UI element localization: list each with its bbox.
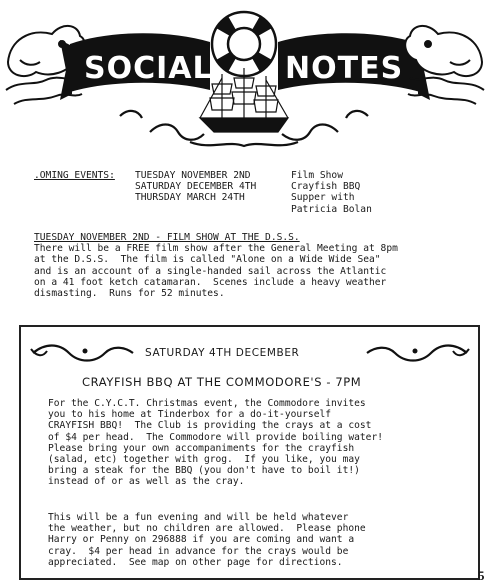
crayfish-line: cray. $4 per head in advance for the crays would be	[48, 545, 349, 557]
film-show-heading: TUESDAY NOVEMBER 2ND - FILM SHOW AT THE D.S.S.	[34, 232, 300, 243]
right-scroll-ornament-icon	[361, 341, 471, 365]
film-show-line: dismasting. Runs for 52 minutes.	[34, 288, 225, 300]
banner-word-social: SOCIAL	[84, 51, 213, 86]
crayfish-line: the weather, but no children are allowed. Please phone	[48, 523, 366, 535]
film-show-section	[34, 232, 398, 299]
crayfish-paragraph-2	[48, 512, 366, 568]
event-name: Film Show	[291, 170, 343, 181]
banner-word-notes: NOTES	[285, 51, 404, 86]
event-name: Crayfish BBQ	[291, 181, 361, 193]
crayfish-subtitle: CRAYFISH BBQ AT THE COMMODORE'S - 7PM	[82, 375, 362, 389]
coming-events-names	[291, 170, 372, 215]
life-ring-icon	[212, 12, 276, 76]
crayfish-line: bring a steak for the BBQ (you don't have to boil it!)	[48, 465, 360, 477]
film-show-line: on a 41 foot ketch catamaran. Scenes include a heavy weather	[34, 276, 387, 288]
crayfish-line: Harry or Penny on 296888 if you are coming and want a	[48, 534, 355, 546]
crayfish-line: CRAYFISH BBQ! The Club is providing the crays at a cost	[48, 420, 372, 432]
coming-events-dates	[135, 170, 256, 204]
crayfish-line: Please bring your own accompaniments for the crayfish	[48, 442, 355, 454]
crayfish-line: appreciated. See map on other page for directions.	[48, 556, 343, 568]
film-show-line: at the D.S.S. The film is called "Alone on a Wide Wide Sea"	[34, 254, 381, 266]
film-show-line: There will be a FREE film show after the General Meeting at 8pm	[34, 243, 398, 255]
social-notes-banner	[0, 0, 490, 160]
event-date: SATURDAY DECEMBER 4TH	[135, 181, 257, 193]
event-name: Patricia Bolan	[291, 203, 372, 215]
coming-events-label: .OMING EVENTS:	[34, 170, 115, 181]
page-number: 5	[478, 568, 485, 583]
event-date: TUESDAY NOVEMBER 2ND	[135, 170, 251, 181]
film-show-line: and is an account of a single-handed sail across the Atlantic	[34, 265, 387, 277]
event-date: THURSDAY MARCH 24TH	[135, 192, 245, 204]
crayfish-line: instead of or as well as the cray.	[48, 476, 245, 488]
left-scroll-ornament-icon	[29, 341, 139, 365]
crayfish-line: (salad, etc) together with grog. If you like, you may	[48, 454, 360, 466]
crayfish-line: This will be a fun evening and will be held whatever	[48, 512, 349, 523]
event-name: Supper with	[291, 192, 355, 204]
crayfish-paragraph-1	[48, 398, 383, 488]
crayfish-bbq-notice	[19, 325, 480, 580]
crayfish-line: you to his home at Tinderbox for a do-it-yourself	[48, 409, 332, 421]
crayfish-line: of $4 per head. The Commodore will provide boiling water!	[48, 431, 384, 443]
crayfish-date-title: SATURDAY 4TH DECEMBER	[145, 347, 300, 359]
sailing-ship-icon	[200, 68, 288, 132]
crayfish-line: For the C.Y.C.T. Christmas event, the Commodore invites	[48, 398, 366, 409]
